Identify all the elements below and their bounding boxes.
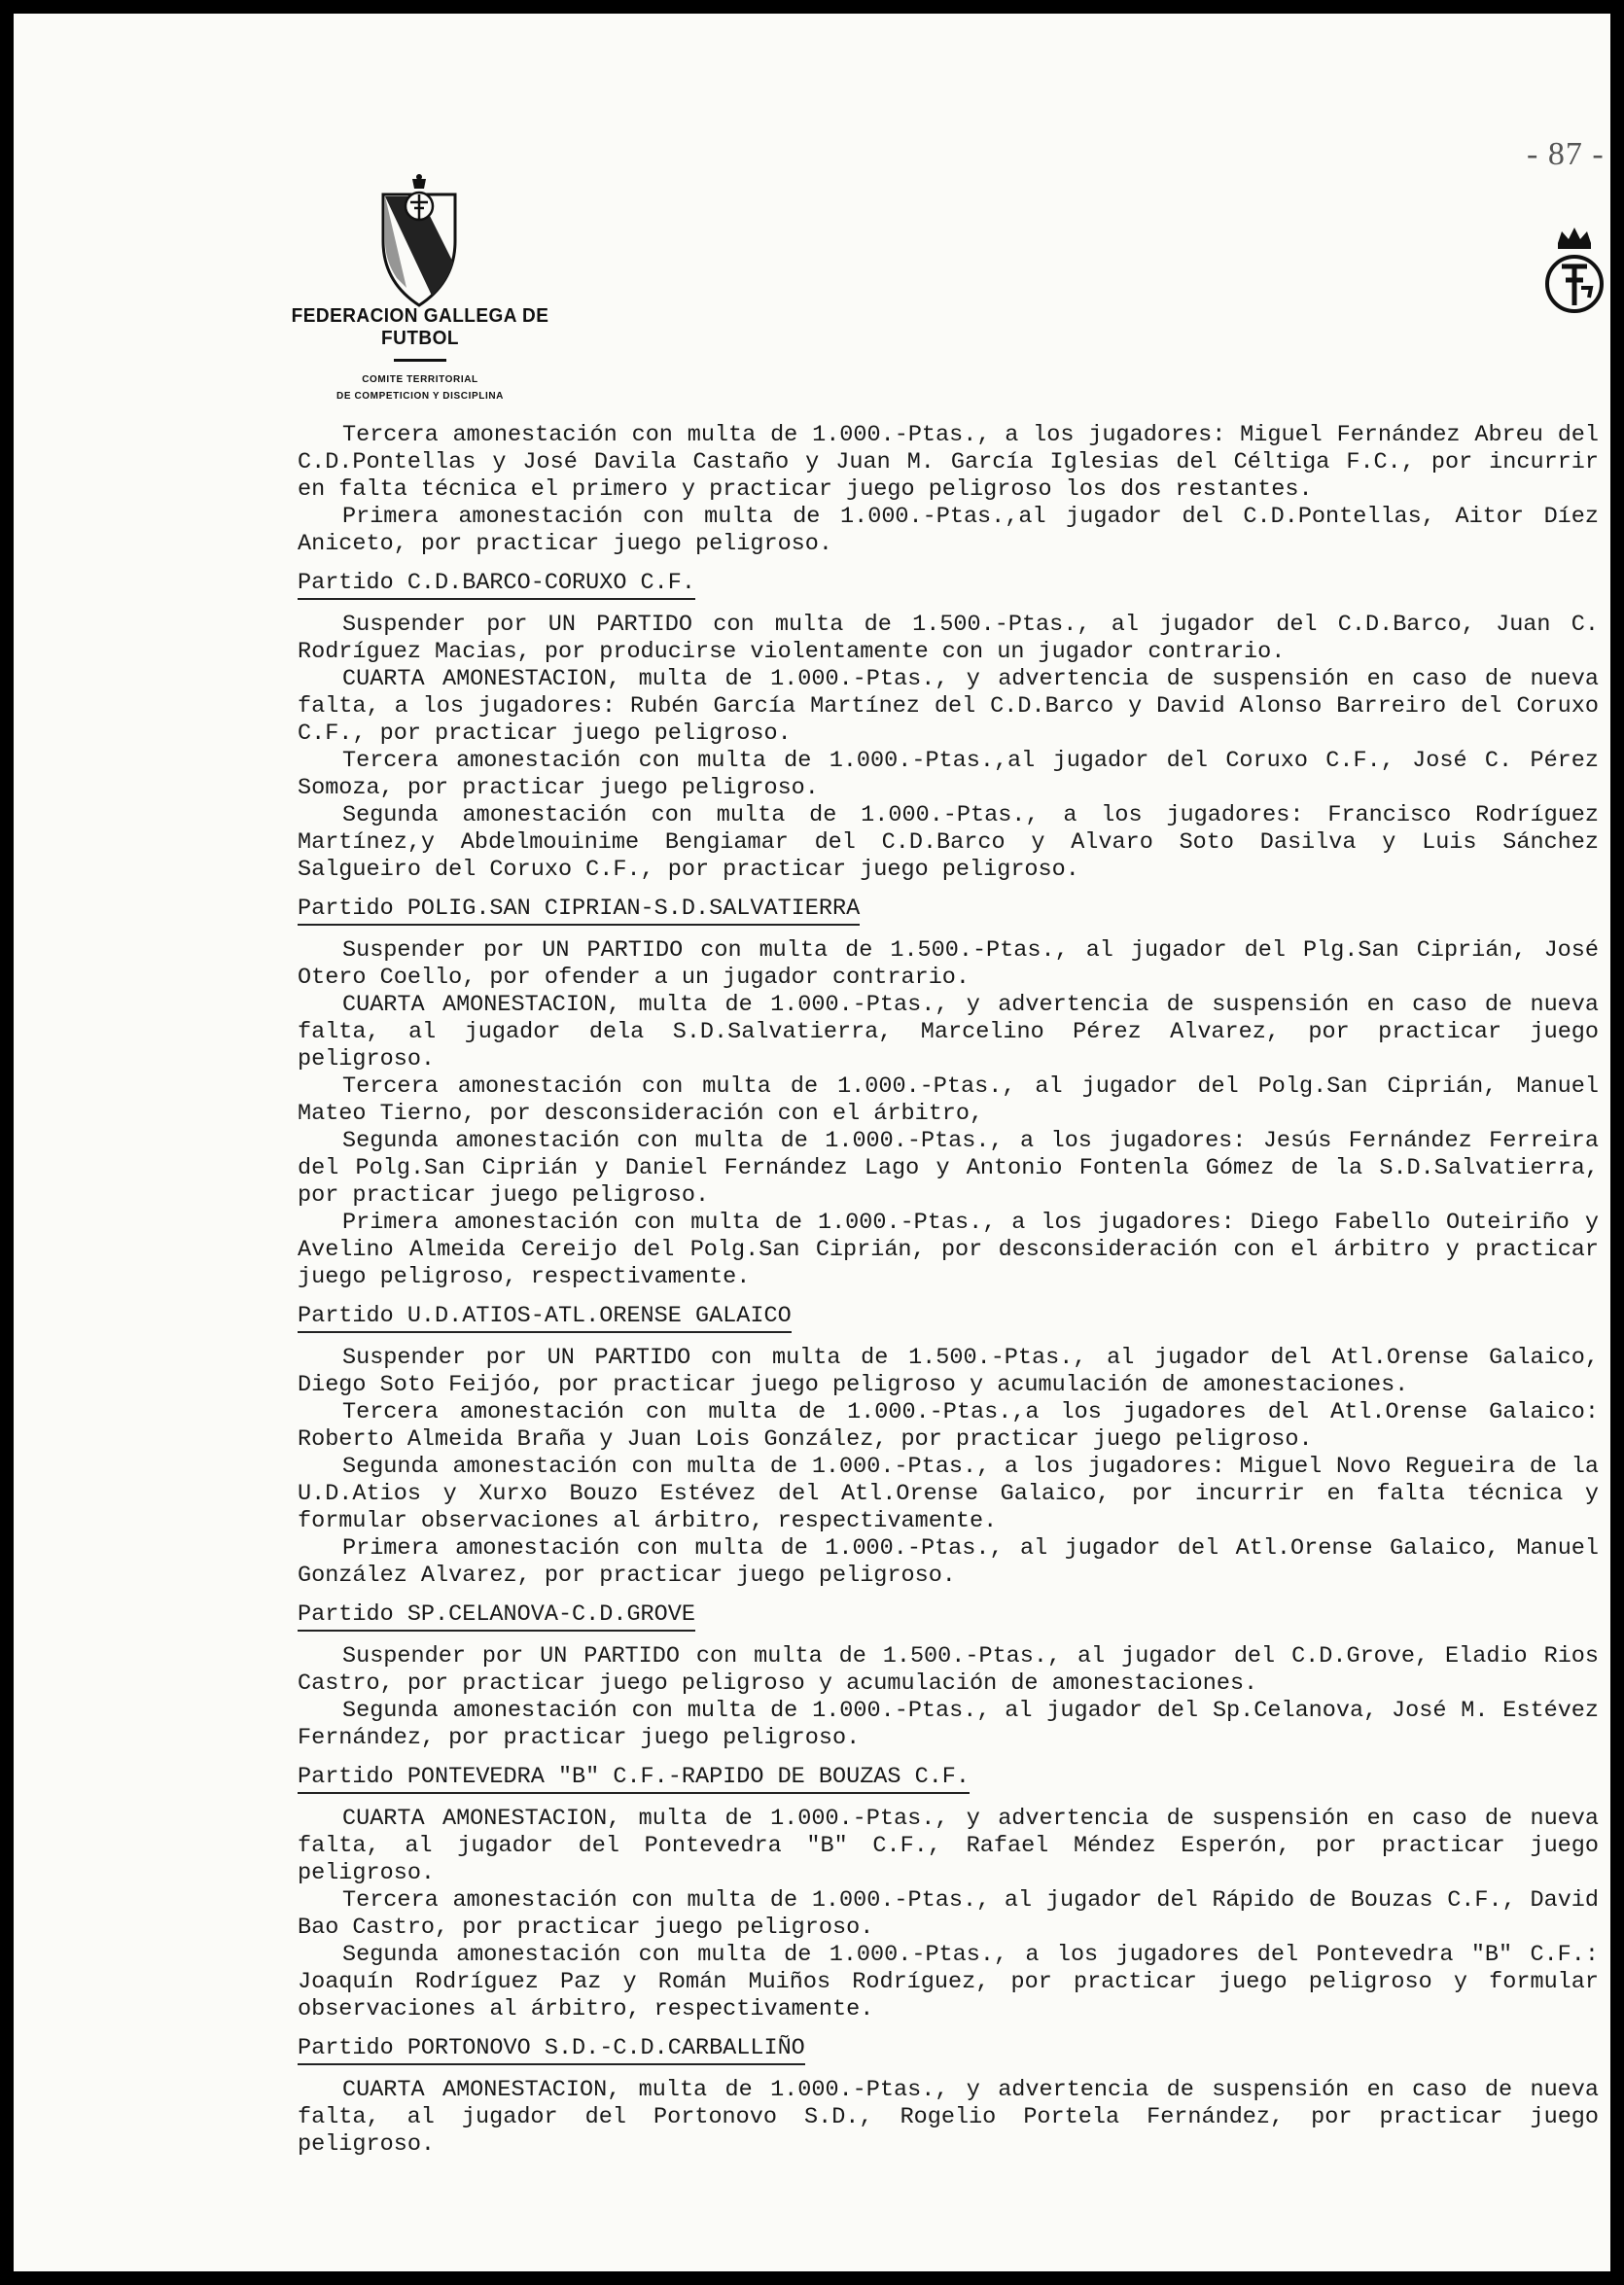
match-heading: Partido PORTONOVO S.D.-C.D.CARBALLIÑO: [298, 2035, 805, 2065]
match-section: [298, 558, 1599, 884]
match-heading: Partido POLIG.SAN CIPRIAN-S.D.SALVATIERRA: [298, 896, 860, 926]
org-block: [255, 305, 585, 404]
document-body: [298, 422, 1599, 2159]
sanction-paragraph: Segunda amonestación con multa de 1.000.-Ptas., a los jugadores: Miguel Novo Regueira de la U.D.Atios y Xurxo Bouzo Estévez del Atl.Orense Galaico, por incurrir en falta técnica y formular observaciones al árbitro, respectivamente.: [298, 1454, 1599, 1534]
committee-line-1: COMITE TERRITORIAL: [362, 374, 478, 385]
sanction-paragraph: CUARTA AMONESTACION, multa de 1.000.-Ptas., y advertencia de suspensión en caso de nueva falta, al jugador del Portonovo S.D., Rogelio Portela Fernández, por practicar juego peligroso.: [298, 2077, 1599, 2158]
page-number: - 87 -: [1527, 136, 1605, 172]
rfef-emblem-icon: [1542, 224, 1606, 317]
document-page: [14, 14, 1610, 2271]
sanction-paragraph: Suspender por UN PARTIDO con multa de 1.500.-Ptas., al jugador del C.D.Grove, Eladio Rios Castro, por practicar juego peligroso y acumulación de amonestaciones.: [298, 1643, 1599, 1697]
sanction-paragraph: Tercera amonestación con multa de 1.000.-Ptas.,a los jugadores del Atl.Orense Galaico: Roberto Almeida Braña y Juan Lois González, por practicar juego peligroso.: [298, 1399, 1599, 1453]
sanction-paragraph: Primera amonestación con multa de 1.000.-Ptas., al jugador del Atl.Orense Galaico, Manuel González Alvarez, por practicar juego peligroso.: [298, 1535, 1599, 1589]
sanction-paragraph: Suspender por UN PARTIDO con multa de 1.500.-Ptas., al jugador del C.D.Barco, Juan C. Rodríguez Macias, por producirse violentamente con un jugador contrario.: [298, 612, 1599, 665]
match-heading: Partido C.D.BARCO-CORUXO C.F.: [298, 570, 695, 600]
sanction-paragraph: Tercera amonestación con multa de 1.000.-Ptas.,al jugador del Coruxo C.F., José C. Pérez Somoza, por practicar juego peligroso.: [298, 748, 1599, 801]
committee-line-2: DE COMPETICION Y DISCIPLINA: [336, 391, 504, 402]
intro-paragraph: Tercera amonestación con multa de 1.000.-Ptas., a los jugadores: Miguel Fernández Abreu del C.D.Pontellas y José Davila Castaño y Juan M. García Iglesias del Céltiga F.C., por incurrir en falta técnica el primero y practicar juego peligroso los dos restantes.: [298, 422, 1599, 503]
sanction-paragraph: Segunda amonestación con multa de 1.000.-Ptas., al jugador del Sp.Celanova, José M. Estévez Fernández, por practicar juego peligroso.: [298, 1698, 1599, 1751]
org-name: FEDERACION GALLEGA DE FUTBOL: [291, 305, 549, 349]
sanction-paragraph: CUARTA AMONESTACION, multa de 1.000.-Ptas., y advertencia de suspensión en caso de nueva falta, al jugador dela S.D.Salvatierra, Marcelino Pérez Alvarez, por practicar juego peligroso.: [298, 992, 1599, 1072]
sanction-paragraph: Tercera amonestación con multa de 1.000.-Ptas., al jugador del Rápido de Bouzas C.F., David Bao Castro, por practicar juego peligroso.: [298, 1887, 1599, 1941]
sanction-paragraph: CUARTA AMONESTACION, multa de 1.000.-Ptas., y advertencia de suspensión en caso de nueva falta, a los jugadores: Rubén García Martínez del C.D.Barco y David Alonso Barreiro del Coruxo C.F., por practicar juego peligroso.: [298, 666, 1599, 747]
match-heading: Partido SP.CELANOVA-C.D.GROVE: [298, 1601, 695, 1632]
sanction-paragraph: Segunda amonestación con multa de 1.000.-Ptas., a los jugadores: Francisco Rodríguez Martínez,y Abdelmouinime Bengiamar del C.D.Barco y Alvaro Soto Dasilva y Luis Sánchez Salgueiro del Coruxo C.F., por practicar juego peligroso.: [298, 802, 1599, 883]
match-section: [298, 2023, 1599, 2159]
sanction-paragraph: Tercera amonestación con multa de 1.000.-Ptas., al jugador del Polg.San Ciprián, Manuel Mateo Tierno, por desconsideración con el árbitro,: [298, 1073, 1599, 1127]
federation-shield-icon: [377, 173, 461, 309]
match-section: [298, 1291, 1599, 1590]
sanction-paragraph: Segunda amonestación con multa de 1.000.-Ptas., a los jugadores: Jesús Fernández Ferreira del Polg.San Ciprián y Daniel Fernández Lago y Antonio Fontenla Gómez de la S.D.Salvatierra, por practicar juego peligroso.: [298, 1128, 1599, 1209]
match-section: [298, 884, 1599, 1291]
sanction-paragraph: Segunda amonestación con multa de 1.000.-Ptas., a los jugadores del Pontevedra "B" C.F.: Joaquín Rodríguez Paz y Román Muiños Rodríguez, por practicar juego peligroso y formular observaciones al árbitro, respectivamente.: [298, 1942, 1599, 2022]
sanction-paragraph: Suspender por UN PARTIDO con multa de 1.500.-Ptas., al jugador del Plg.San Ciprián, José Otero Coello, por ofender a un jugador contrario.: [298, 937, 1599, 991]
sanction-paragraph: Primera amonestación con multa de 1.000.-Ptas., a los jugadores: Diego Fabello Outeiriño y Avelino Almeida Cereijo del Polg.San Ciprián, por desconsideración con el árbitro y practicar juego peligroso, respectivamente.: [298, 1210, 1599, 1290]
match-heading: Partido U.D.ATIOS-ATL.ORENSE GALAICO: [298, 1303, 792, 1333]
org-divider: [394, 359, 446, 362]
match-section: [298, 1590, 1599, 1752]
sanction-paragraph: Suspender por UN PARTIDO con multa de 1.500.-Ptas., al jugador del Atl.Orense Galaico, Diego Soto Feijóo, por practicar juego peligroso y acumulación de amonestaciones.: [298, 1345, 1599, 1398]
match-heading: Partido PONTEVEDRA "B" C.F.-RAPIDO DE BOUZAS C.F.: [298, 1764, 970, 1794]
match-section: [298, 1752, 1599, 2023]
intro-paragraph: Primera amonestación con multa de 1.000.-Ptas.,al jugador del C.D.Pontellas, Aitor Díez Aniceto, por practicar juego peligroso.: [298, 504, 1599, 557]
sanction-paragraph: CUARTA AMONESTACION, multa de 1.000.-Ptas., y advertencia de suspensión en caso de nueva falta, al jugador del Pontevedra "B" C.F., Rafael Méndez Esperón, por practicar juego peligroso.: [298, 1806, 1599, 1886]
